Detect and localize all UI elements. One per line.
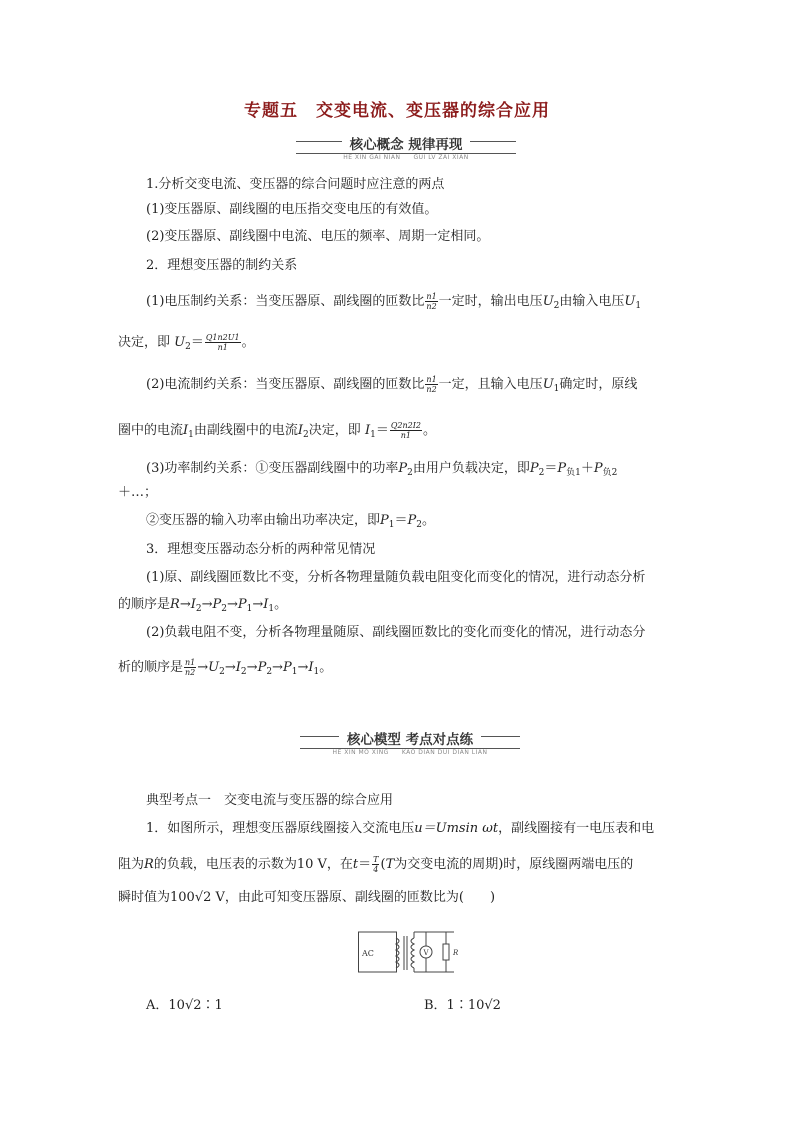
current-formula-fraction: $\frac{Q2n2I2}{n1}$ xyxy=(390,421,421,440)
svg-text:V: V xyxy=(423,949,429,957)
ac-source-label: AC xyxy=(362,949,374,958)
s1-heading: 1.分析交变电流、变压器的综合问题时应注意的两点 xyxy=(146,177,445,192)
power-constraint-line3: ②变压器的输入功率由输出功率决定，即$P_1=P_2$。 xyxy=(146,513,436,530)
banner-title: 核心概念 规律再现 xyxy=(342,133,471,153)
s3-heading: 3．理想变压器动态分析的两种常见情况 xyxy=(146,542,376,557)
transformer-circuit-diagram xyxy=(358,928,468,978)
s3-case2-line1: (2)负载电阻不变，分析各物理量随原、副线圈匝数比的变化而变化的情况，进行动态分 xyxy=(146,625,646,640)
banner-title: 核心模型 考点对点练 xyxy=(339,728,481,748)
s2-heading: 2．理想变压器的制约关系 xyxy=(146,258,298,273)
power-constraint-line2: ＋…； xyxy=(118,485,158,500)
s3-case1-line1: (1)原、副线圈匝数比不变，分析各物理量随负载电阻变化而变化的情况，进行动态分析 xyxy=(146,570,646,585)
s1-p2: (2)变压器原、副线圈中电流、电压的频率、周期一定相同。 xyxy=(146,229,490,244)
current-constraint-line2: 圈中的电流$I_1$由副线圈中的电流$I_2$决定，即 $I_1=$ $\frac{Q2n2I2}{n1}$ 。 xyxy=(118,421,436,440)
s1-p1: (1)变压器原、副线圈的电压指交变电压的有效值。 xyxy=(146,202,438,217)
option-b[interactable]: B．1∶10√2 xyxy=(424,998,501,1013)
banner-pinyin: HE XIN MO XING KAO DIAN DUI DIAN LIAN xyxy=(332,749,488,756)
voltage-constraint-line2: 决定，即 $U_2=$ $\frac{Q1n2U1}{n1}$ 。 xyxy=(118,333,255,352)
current-constraint-line1: (2)电流制约关系：当变压器原、副线圈的匝数比 $\frac{n1}{n2}$ 一定，且输入电压$U_1$确定时，原线 xyxy=(146,375,638,394)
section-banner-concepts xyxy=(296,132,516,164)
turns-ratio-fraction: $\frac{n1}{n2}$ xyxy=(185,658,196,677)
banner-pinyin: HE XIN GAI NIAN GUI LV ZAI XIAN xyxy=(343,154,469,161)
question-line3: 瞬时值为100√2 V，由此可知变压器原、副线圈的匝数比为( ) xyxy=(118,890,496,905)
question-line2: 阻为R的负载，电压表的示数为10 V，在t＝ $\frac{T}{4}$ (T为交变电流的周期)时，原线圈两端电压的 xyxy=(118,855,634,874)
voltage-formula-fraction: $\frac{Q1n2U1}{n1}$ xyxy=(205,333,240,352)
t-fraction: $\frac{T}{4}$ xyxy=(373,855,379,874)
svg-text:R: R xyxy=(453,949,459,957)
power-constraint-line1: (3)功率制约关系：①变压器副线圈中的功率$P_2$由用户负载决定，即$P_2=P_{负1}+P_{负2}$ xyxy=(146,461,618,478)
voltage-constraint-line1: (1)电压制约关系：当变压器原、副线圈的匝数比 $\frac{n1}{n2}$ 一定时，输出电压$U_2$由输入电压$U_1$ xyxy=(146,292,642,311)
s3-case1-line2: 的顺序是$R\to I_2\to P_2\to P_1\to I_1$。 xyxy=(118,597,288,614)
turns-ratio-fraction: $\frac{n1}{n2}$ xyxy=(426,375,437,394)
resistor-icon xyxy=(443,944,449,960)
section-banner-models xyxy=(300,727,520,759)
turns-ratio-fraction: $\frac{n1}{n2}$ xyxy=(426,292,437,311)
topic-heading: 典型考点一 交变电流与变压器的综合应用 xyxy=(146,793,394,808)
option-a[interactable]: A．10√2∶1 xyxy=(146,998,223,1013)
page-title: 专题五 交变电流、变压器的综合应用 xyxy=(244,101,550,121)
question-line1: 1．如图所示，理想变压器原线圈接入交流电压u＝Umsin ωt，副线圈接有一电压表和电 xyxy=(146,821,655,836)
secondary-coil xyxy=(411,938,414,968)
s3-case2-line2: 析的顺序是 $\frac{n1}{n2}$ $\to U_2\to I_2\to P_2\to P_1\to I_1$。 xyxy=(118,658,333,677)
